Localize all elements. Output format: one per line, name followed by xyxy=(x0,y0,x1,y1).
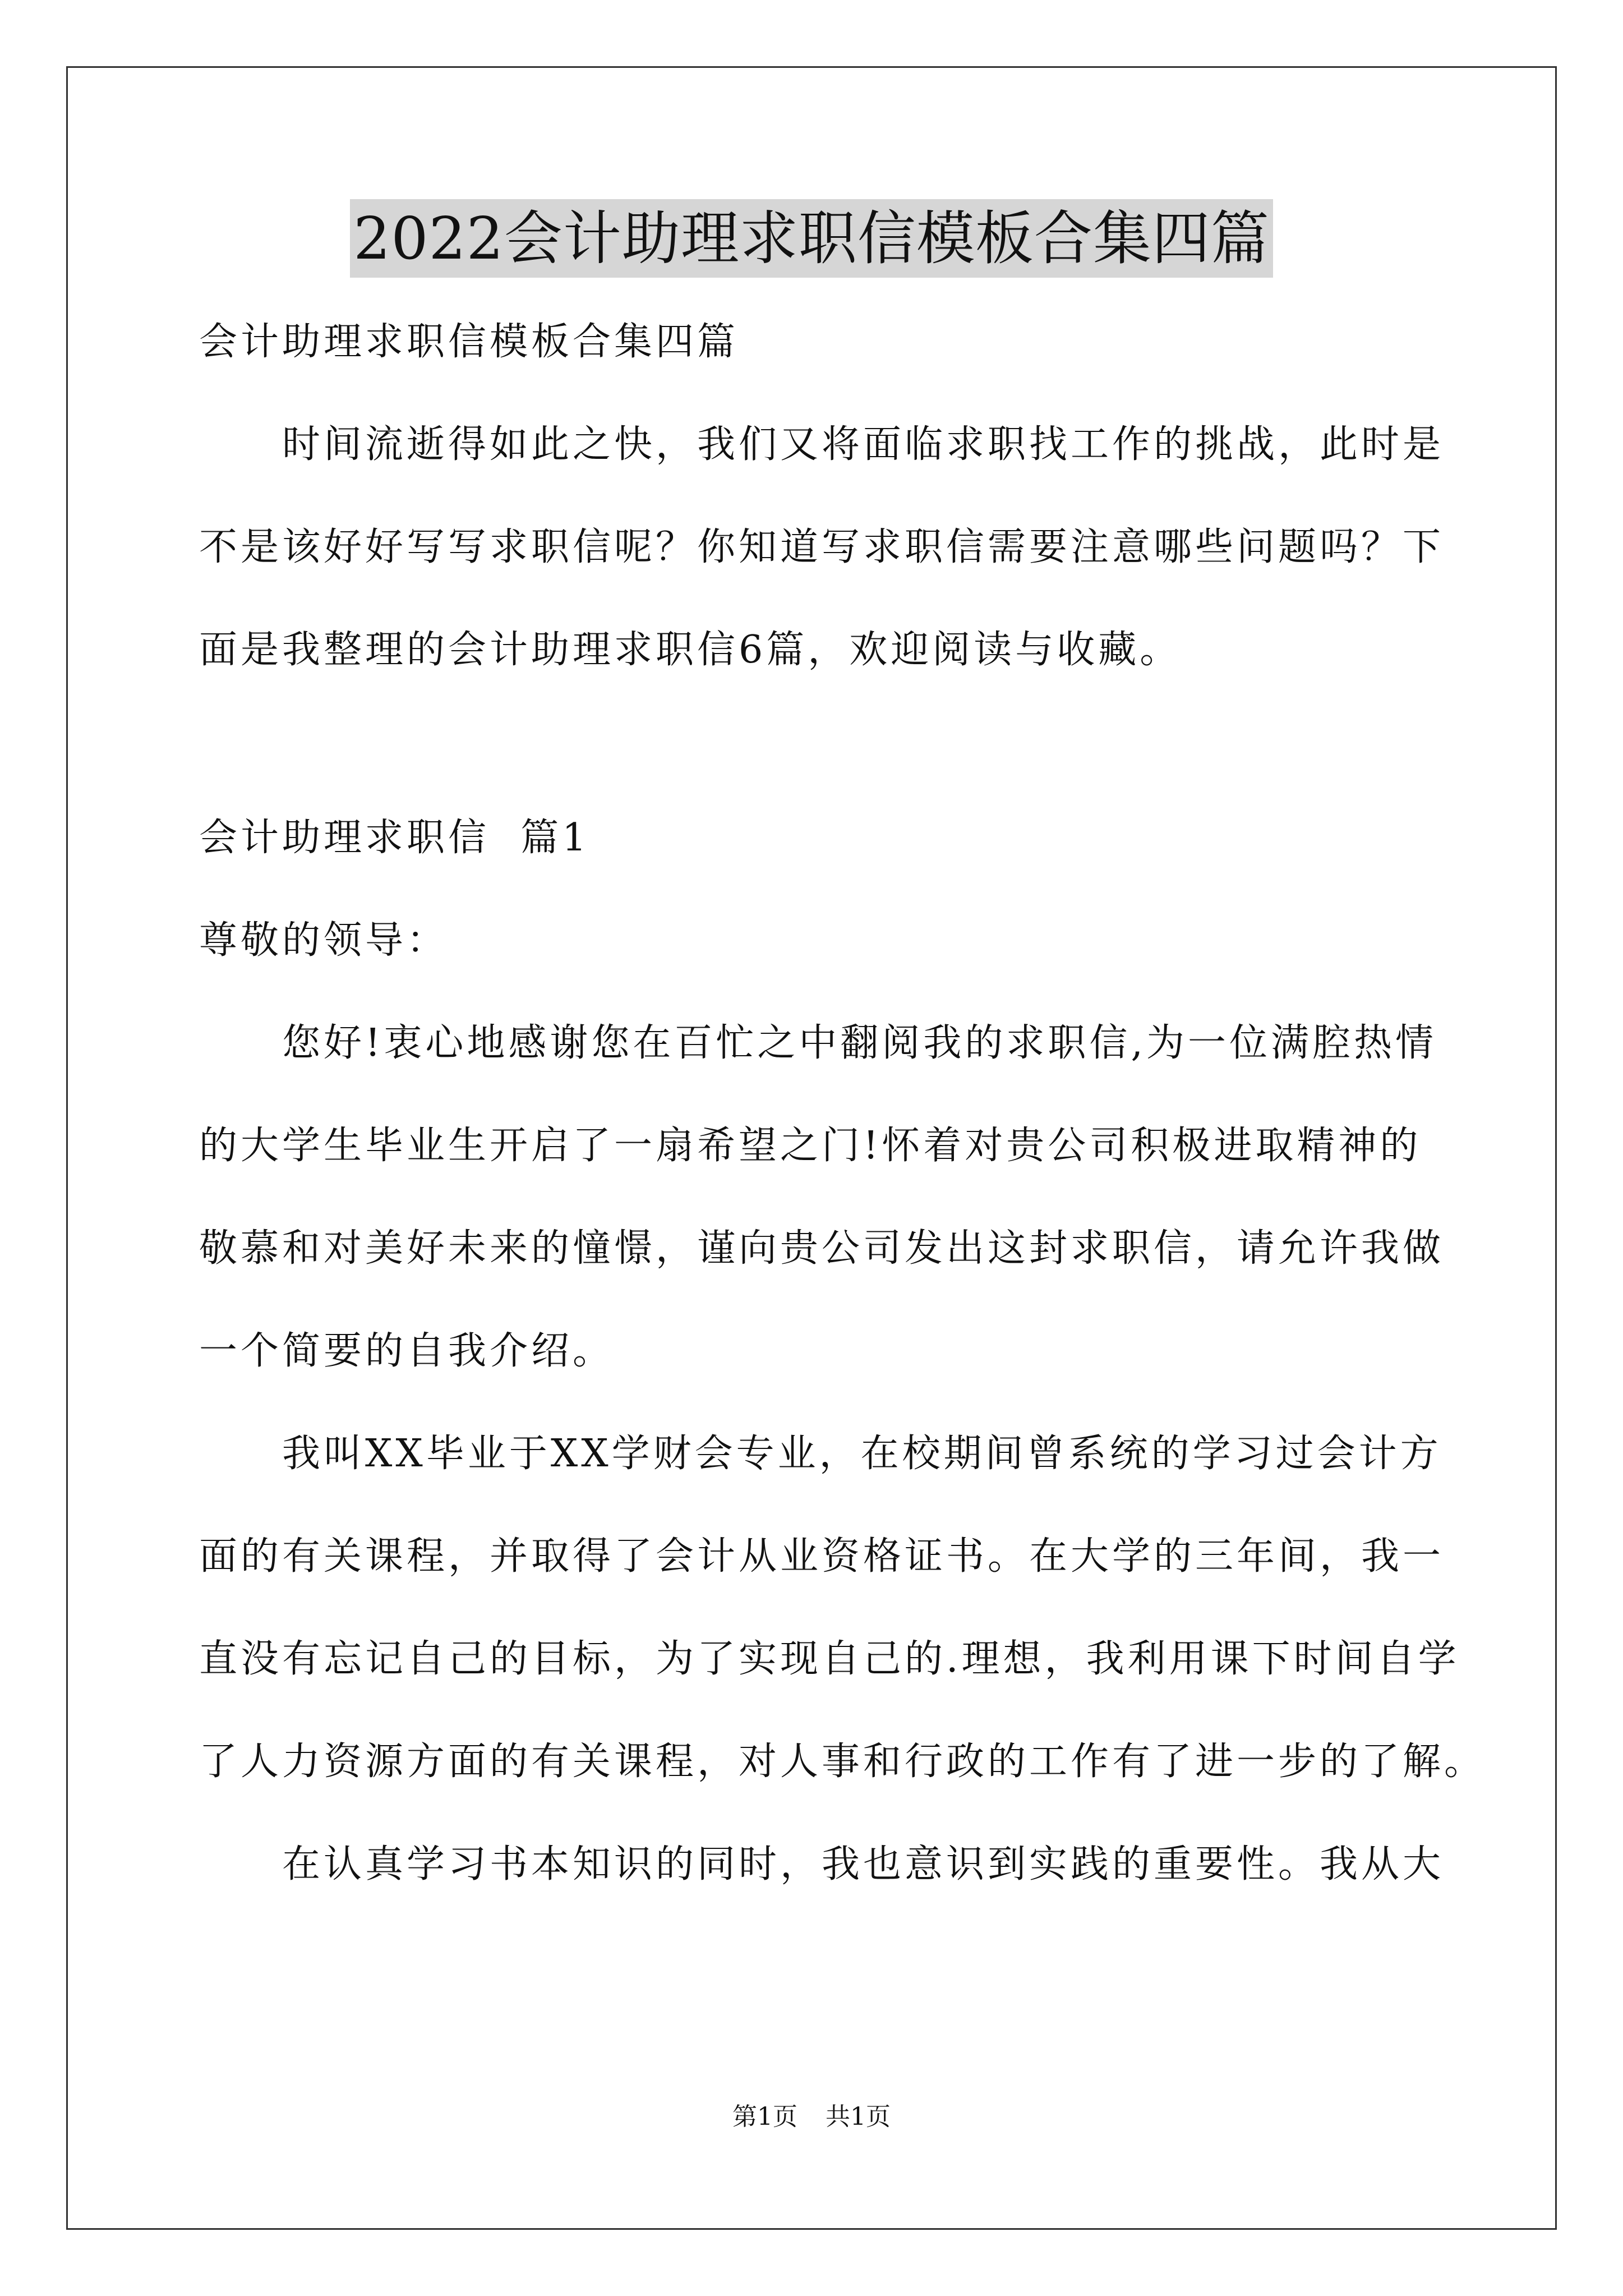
letter-paragraph-2 xyxy=(199,1426,1486,1790)
intro-line: 面是我整理的会计助理求职信6篇，欢迎阅读与收藏。 xyxy=(199,628,1182,672)
document-title: 2022会计助理求职信模板合集四篇 xyxy=(350,199,1273,278)
letter-paragraph-3 xyxy=(199,1837,1445,1893)
paragraph-line: 了人力资源方面的有关课程，对人事和行政的工作有了进一步的了解。 xyxy=(199,1740,1486,1784)
intro-line: 时间流逝得如此之快，我们又将面临求职找工作的挑战，此时是 xyxy=(282,422,1445,467)
page-footer xyxy=(0,2100,1623,2134)
paragraph-line: 面的有关课程，并取得了会计从业资格证书。在大学的三年间，我一 xyxy=(199,1534,1445,1579)
paragraph-line: 在认真学习书本知识的同时，我也意识到实践的重要性。我从大 xyxy=(282,1842,1445,1887)
paragraph-line: 一个简要的自我介绍。 xyxy=(199,1329,615,1373)
page-total: 共1页 xyxy=(826,2102,891,2131)
paragraph-line: 您好!衷心地感谢您在百忙之中翻阅我的求职信,为一位满腔热情 xyxy=(282,1021,1437,1065)
paragraph-line: 的大学生毕业生开启了一扇希望之门!怀着对贵公司积极进取精神的 xyxy=(199,1124,1422,1168)
page-number: 第1页 xyxy=(732,2102,797,2131)
document-subtitle: 会计助理求职信模板合集四篇 xyxy=(199,320,739,364)
title-container xyxy=(0,199,1623,278)
section-heading: 会计助理求职信 篇1 xyxy=(199,816,590,860)
document-body xyxy=(199,314,1486,1893)
paragraph-line: 敬慕和对美好未来的憧憬，谨向贵公司发出这封求职信，请允许我做 xyxy=(199,1226,1445,1271)
letter-paragraph-1 xyxy=(199,1015,1445,1379)
intro-paragraph xyxy=(199,417,1445,678)
salutation: 尊敬的领导： xyxy=(199,918,449,963)
intro-line: 不是该好好写写求职信呢？你知道写求职信需要注意哪些问题吗？下 xyxy=(199,525,1445,569)
paragraph-line: 直没有忘记自己的目标，为了实现自己的.理想，我利用课下时间自学 xyxy=(199,1637,1460,1681)
paragraph-line: 我叫XX毕业于XX学财会专业，在校期间曾系统的学习过会计方 xyxy=(282,1432,1442,1476)
